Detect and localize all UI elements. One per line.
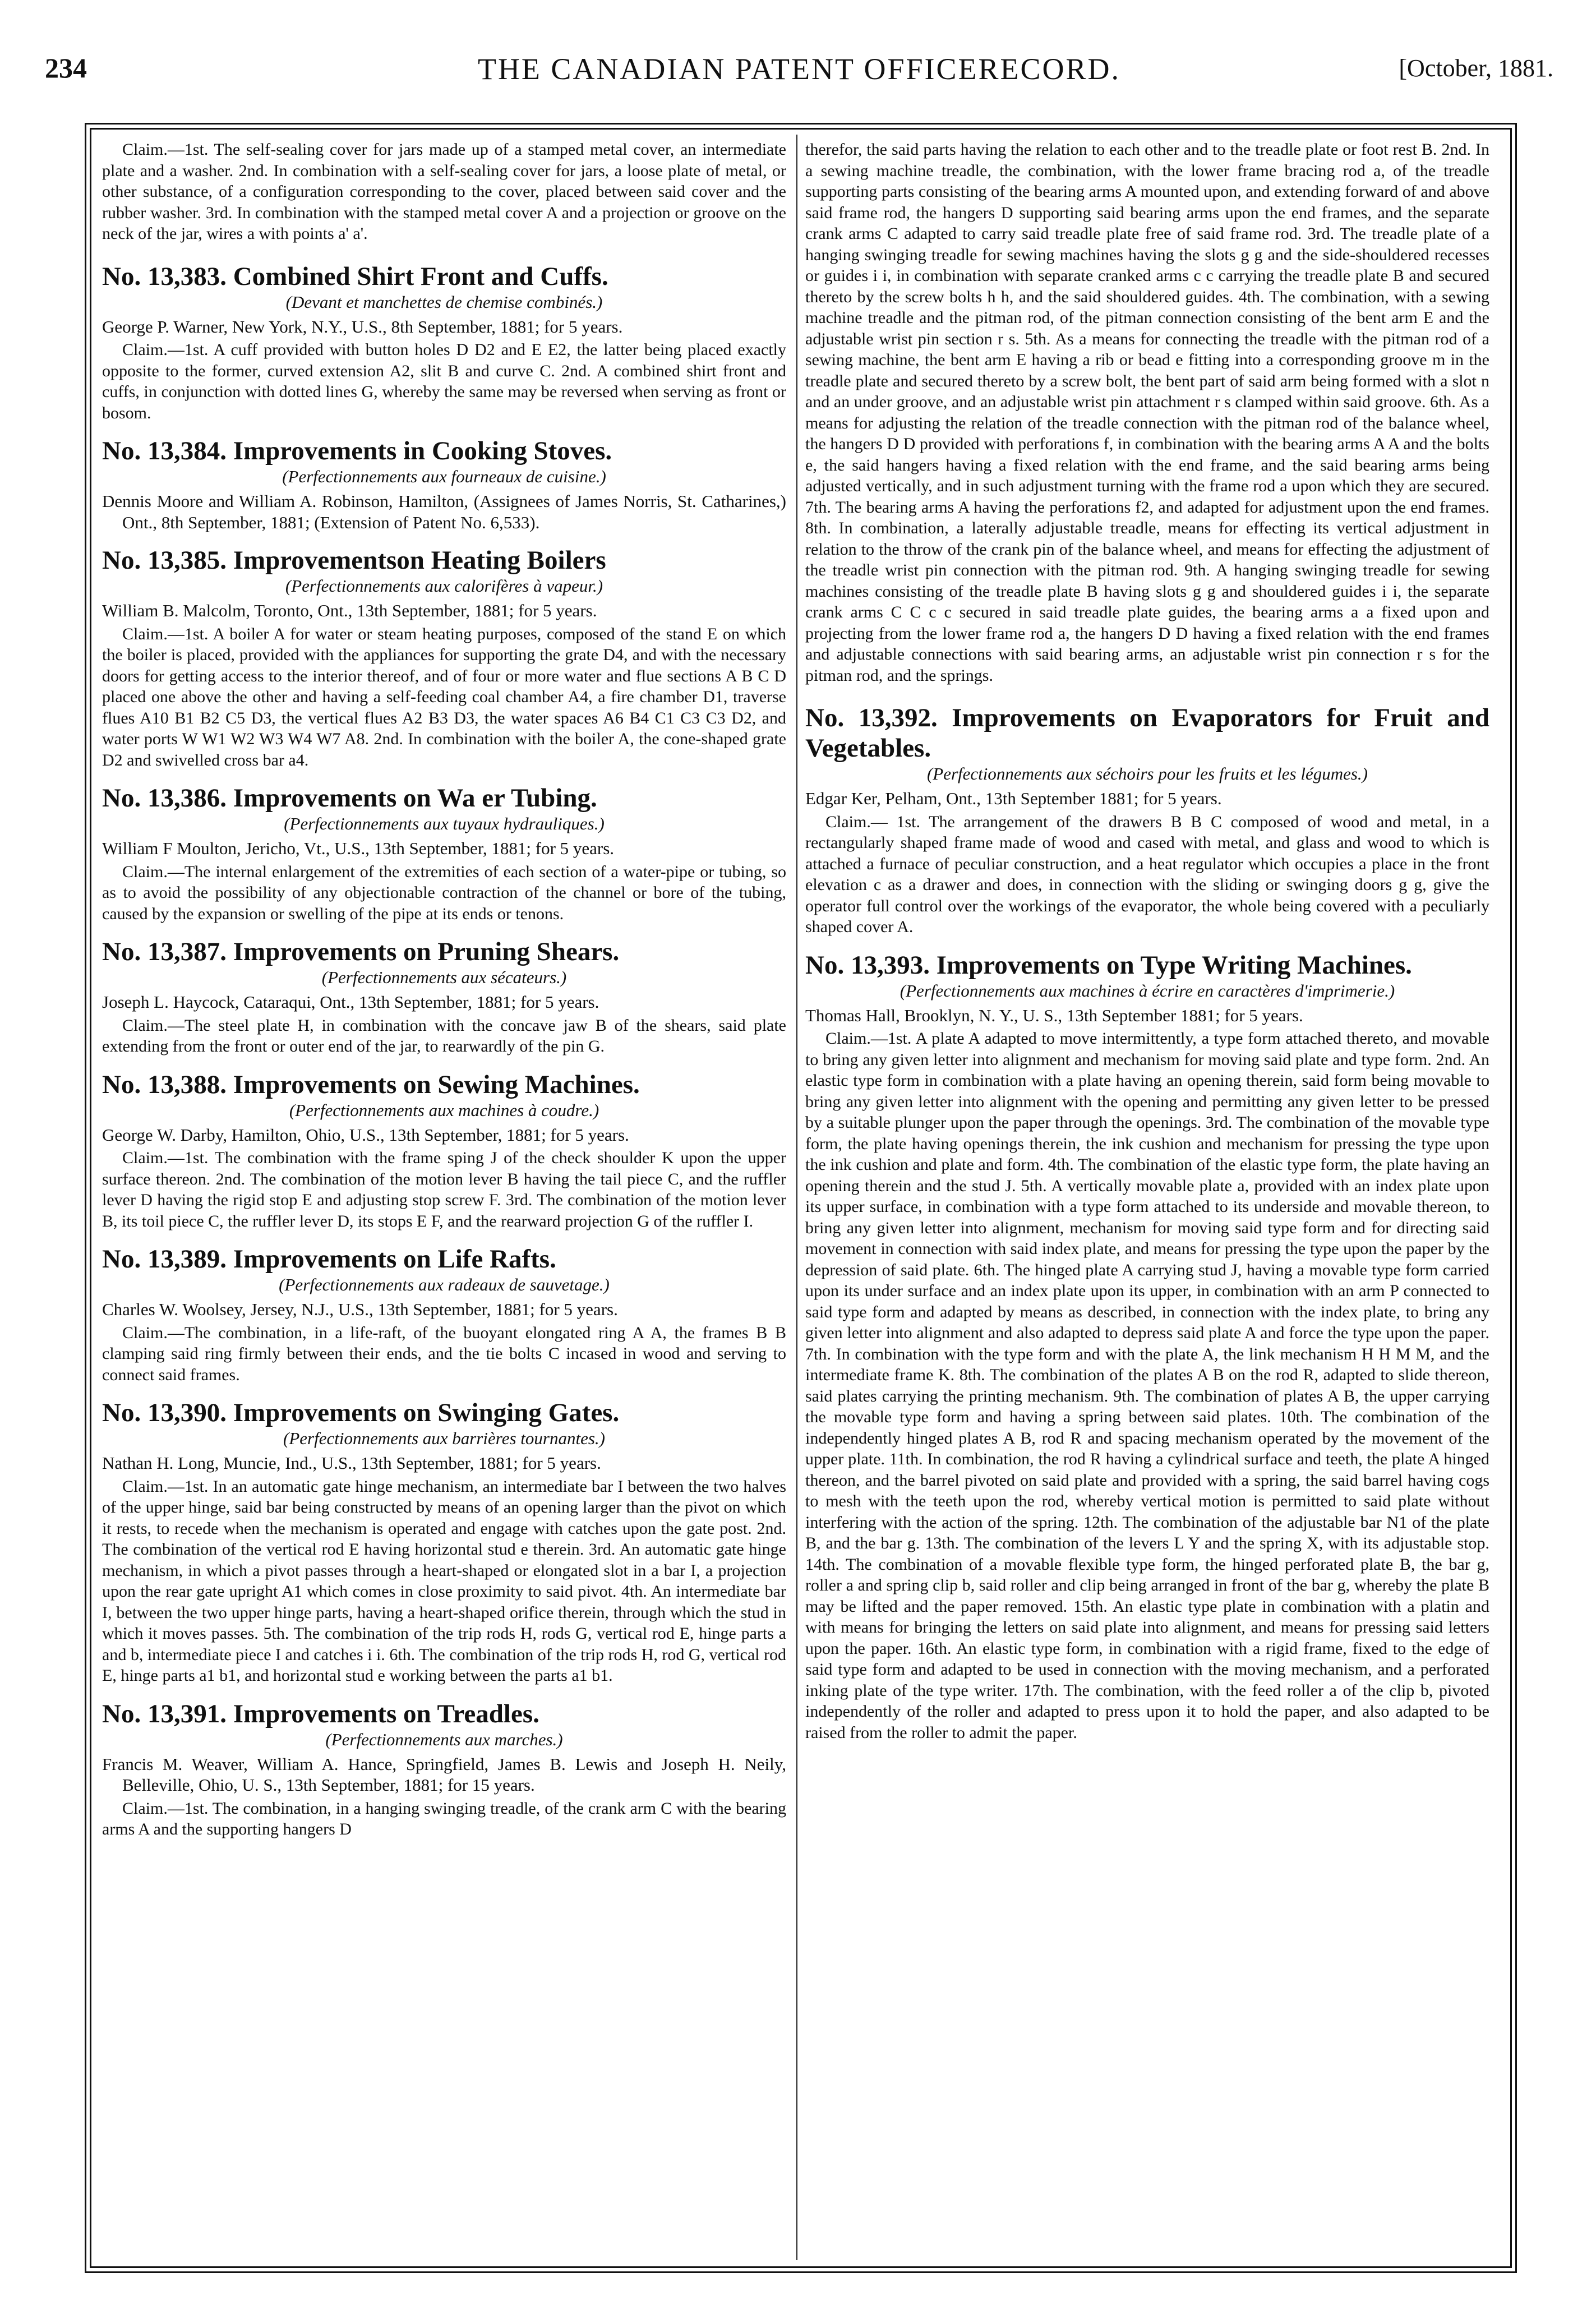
- entry-patentee: William F Moulton, Jericho, Vt., U.S., 13th September, 1881; for 5 years.: [102, 838, 615, 858]
- entry-patentee: William B. Malcolm, Toronto, Ont., 13th September, 1881; for 5 years.: [102, 601, 597, 620]
- entry-claim: Claim.—The internal enlargement of the extremities of each section of a water-pipe or tubing, so as to avoid the possibility of any objectionable contraction of the channel or bore of the tubing, caused by the expansion or swelling of the pipe at its ends or tenons.: [102, 862, 786, 923]
- issue-date: [October, 1881.: [1399, 54, 1553, 82]
- entry-claim: Claim.—1st. The combination with the frame sping J of the check shoulder K upon the upper surface thereon. 2nd. The combination of the motion lever B having the tail piece C, and the ruffler lever D having the rigid stop E and adjusting stop screw F. 3rd. The combination of the motion lever B, its toil piece C, the ruffler lever D, its stops E F, and the rearward projection G of the ruffler I.: [102, 1149, 786, 1230]
- entry-heading: No. 13,393. Improvements on Type Writing Machines.: [805, 950, 1412, 980]
- entry-patentee: Edgar Ker, Pelham, Ont., 13th September 1881; for 5 years.: [805, 789, 1222, 808]
- patent-entry: [805, 703, 1489, 938]
- entry-heading: No. 13,385. Improvementson Heating Boilers: [102, 546, 606, 575]
- page-header: [45, 52, 1553, 91]
- entry-claim: Claim.—The combination, in a life-raft, of the buoyant elongated ring A A, the frames B B clamping said ring firmly between their ends, and the tie bolts C incased in wood and serving to connect said frames.: [102, 1323, 786, 1384]
- patent-entry: [102, 545, 786, 771]
- entry-claim: Claim.—1st. A cuff provided with button holes D D2 and E E2, the latter being placed exactly opposite to the former, curved extension A2, slit B and curve C. 2nd. A combined shirt front and cuffs, in conjunction with dotted lines G, whereby the same may be reversed when serving as front or bosom.: [102, 340, 786, 422]
- entry-claim: Claim.— 1st. The arrangement of the drawers B B C composed of wood and metal, in a rectangularly shaped frame made of wood and cased with metal, and glass and wood to which is attached a furnace of peculiar construction, and a heat regulator which occupies a place in the front elevation c as a drawer and does, in connection with the sliding or swinging doors g g, give the operator full control over the workings of the evaporator, the whole being covered with a peculiarly shaped cover A.: [805, 812, 1489, 936]
- entry-claim: Claim.—1st. The combination, in a hanging swinging treadle, of the crank arm C with the bearing arms A and the supporting hangers D: [102, 1799, 786, 1838]
- entry-patentee: Francis M. Weaver, William A. Hance, Springfield, James B. Lewis and Joseph H. Neily, Belleville, Ohio, U. S., 13th September, 1881; for 15 years.: [102, 1754, 786, 1795]
- entry-patentee: Thomas Hall, Brooklyn, N. Y., U. S., 13th September 1881; for 5 years.: [805, 1005, 1303, 1025]
- entry-heading: No. 13,387. Improvements on Pruning Shears.: [102, 937, 620, 966]
- entry-french-title: (Perfectionnements aux barrières tournantes.): [283, 1428, 605, 1448]
- entry-french-title: (Perfectionnements aux tuyaux hydrauliques.): [284, 814, 605, 833]
- patent-entry: [102, 1699, 786, 1840]
- patent-entry: [102, 436, 786, 533]
- entry-patentee: Joseph L. Haycock, Cataraqui, Ont., 13th September, 1881; for 5 years.: [102, 992, 599, 1012]
- entry-french-title: (Perfectionnements aux machines à coudre.): [289, 1100, 599, 1120]
- entry-french-title: (Perfectionnements aux sécateurs.): [321, 967, 567, 987]
- entry-heading: No. 13,384. Improvements in Cooking Stoves.: [102, 436, 612, 465]
- entry-heading: No. 13,386. Improvements on Wa er Tubing.: [102, 783, 597, 813]
- patent-entry: [102, 1244, 786, 1385]
- patent-entry: [102, 937, 786, 1057]
- entry-heading: No. 13,391. Improvements on Treadles.: [102, 1699, 539, 1728]
- entry-french-title: (Perfectionnements aux calorifères à vapeur.): [285, 576, 603, 596]
- continued-claim: therefor, the said parts having the relation to each other and to the treadle plate or foot rest B. 2nd. In a sewing machine treadle, the combination, with the lower frame bracing rod a, of the treadle supporting parts consisting of the bearing arms A mounted upon, and extending forward of and above said frame rod, the hangers D supporting said bearing arms upon the end frames, and the separate crank arms C adapted to carry said treadle plate free of said frame rod. 3rd. The treadle plate of a hanging swinging treadle for sewing machines having the slots g g and the side-shouldered recesses or guides i i, in combination with separate cranked arms c c carrying the treadle plate B and secured thereto by the screw bolts h h, and the said shouldered guides. 4th. The combination, with a sewing machine treadle and the pitman rod, of the pitman connection consisting of the bent arm E and the adjustable wrist pin section r s. 5th. As a means for connecting the treadle with the pitman rod of a sewing machine, the bent arm E having a rib or bead e fitting into a corresponding groove m in the treadle plate and secured thereto by a screw bolt, the bent part of said arm being formed with a slot n and an under groove, and an adjustable wrist pin attachment r s clamped within said groove. 6th. As a means for adjusting the relation of the treadle connection with the pitman rod of the balance wheel, the hangers D D provided with perforations f, in combination with the bearing arms A A and the bolts e, the said hangers having a fixed relation with the end frame, and the said bearing arms being adjusted vertically, and in such adjustment turning with the frame rod a upon which they are secured. 7th. The bearing arms A having the perforations f2, and adapted for adjustment upon the end frames. 8th. In combination, a laterally adjustable treadle, means for effecting its vertical adjustment in relation to the throw of the crank pin of the balance wheel, and means for effecting the adjustment of the treadle wrist pin connection with the pitman rod. 9th. A hanging swinging treadle for sewing machines consisting of the treadle plate B having slots g g and shouldered guides i i, the separate crank arms C C c c secured in said treadle plate guides, the bearing arms a a fixed upon and projecting from the lower frame rod a, the hangers D D having a fixed relation with the end frames and adjustable connections with said bearing arms, an adjustable wrist pin connection r s for the pitman rod, and the springs.: [805, 140, 1489, 685]
- entry-patentee: George W. Darby, Hamilton, Ohio, U.S., 13th September, 1881; for 5 years.: [102, 1124, 629, 1145]
- entry-heading: No. 13,388. Improvements on Sewing Machines.: [102, 1070, 640, 1099]
- entry-heading: No. 13,383. Combined Shirt Front and Cuffs.: [102, 261, 608, 291]
- entry-heading: No. 13,392. Improvements on Evaporators for Fruit and Vegetables.: [805, 703, 1489, 763]
- entry-heading: No. 13,390. Improvements on Swinging Gates.: [102, 1398, 620, 1427]
- entry-claim: Claim.—1st. A boiler A for water or steam heating purposes, composed of the stand E on which the boiler is placed, provided with the appliances for supporting the grate D4, and with the necessary doors for getting access to the interior thereof, and of four or more water and flue sections A B C D placed one above the other and having a self-feeding coal chamber A4, a fire chamber D1, traverse flues A10 B1 B2 C5 D3, the vertical flues A2 B3 D3, the water spaces A6 B4 C1 C3 C3 D2, and water ports W W1 W2 W3 W4 W7 A8. 2nd. In combination with the boiler A, the cone-shaped grate D2 and swivelled cross bar a4.: [102, 624, 786, 769]
- patent-entry: [805, 950, 1489, 1744]
- patent-entry: [102, 1070, 786, 1232]
- entry-patentee: George P. Warner, New York, N.Y., U.S., 8th September, 1881; for 5 years.: [102, 316, 623, 337]
- entry-patentee: Nathan H. Long, Muncie, Ind., U.S., 13th September, 1881; for 5 years.: [102, 1453, 601, 1473]
- entry-french-title: (Perfectionnements aux marches.): [325, 1729, 563, 1749]
- page-number: 234: [45, 52, 87, 84]
- entry-patentee: Dennis Moore and William A. Robinson, Hamilton, (Assignees of James Norris, St. Catharines,) Ont., 8th September, 1881; (Extension of Patent No. 6,533).: [102, 491, 786, 532]
- journal-title: THE CANADIAN PATENT OFFICERECORD.: [477, 52, 1121, 86]
- entry-claim: Claim.—1st. In an automatic gate hinge mechanism, an intermediate bar I between the two halves of the upper hinge, said bar being constructed by means of an opening larger than the pivot on which it rests, to recede when the mechanism is operated and engage with catches upon the gate post. 2nd. The combination of the vertical rod E having horizontal stud e therein. 3rd. An automatic gate hinge mechanism, in which a pivot passes through a heart-shaped or elongated slot in a bar I, a projection upon the rear gate upright A1 which comes in close proximity to said pivot. 4th. An intermediate bar I, between the two upper hinge parts, having a heart-shaped orifice therein, through which the stud in which it moves passes. 5th. The combination of the trip rods H, rods G, vertical rod E, hinge parts a and b, intermediate piece I and catches i i. 6th. The combination of the trip rods H, rod G, vertical rod E, hinge parts a1 b1, and horizontal stud e working between the parts a1 b1.: [102, 1477, 786, 1685]
- opening-claim: Claim.—1st. The self-sealing cover for jars made up of a stamped metal cover, an intermediate plate and a washer. 2nd. In combination with a self-sealing cover for jars, a loose plate of metal, or other substance, of a configuration corresponding to the cover, placed between said cover and the rubber washer. 3rd. In combination with the stamped metal cover A and a projection or groove on the neck of the jar, wires a with points a' a'.: [102, 140, 786, 243]
- column-divider: [796, 135, 797, 2260]
- patent-entry: [102, 261, 786, 424]
- patent-entry: [102, 783, 786, 924]
- entry-french-title: (Perfectionnements aux machines à écrire en caractères d'imprimerie.): [900, 980, 1395, 1001]
- entry-french-title: (Perfectionnements aux fourneaux de cuisine.): [282, 467, 606, 486]
- entry-claim: Claim.—1st. A plate A adapted to move intermittently, a type form attached thereto, and movable to bring any given letter into alignment and mechanism for moving said plate and type form. 2nd. An elastic type form in combination with a plate having an opening therein, said form being movable to bring any given letter into alignment with the opening and permitting any given letter to be pressed by a suitable plunger upon the paper through the openings. 3rd. The combination of the movable type form, the plate having openings therein, the ink cushion and mechanism for pressing the type upon the ink cushion and plate and form. 4th. The combination of the elastic type form, the plate having an opening therein and the stud J. 5th. A vertically movable plate a, provided with an index plate upon its upper surface, in combination with a type form attached to its underside and movable thereon, to bring any given letter into alignment, mechanism for moving said type form and for directing said movement in connection with said index plate, and means for pressing the type upon the paper by the depression of said plate. 6th. The hinged plate A carrying stud J, having a movable type form carried upon its under surface and an index plate upon its upper, in combination with an arm P connected to said type form and adapted by means as described, in connection with the index plate, to bring any given letter into alignment and also adapted to depress said plate A and force the type upon the paper. 7th. In combination with the type form and with the plate A, the link mechanism H H M M, and the intermediate frame K. 8th. The combination of the plates A B on the rod R, adapted to slide thereon, said plates carrying the printing mechanism. 9th. The combination of plates A B, the upper carrying the movable type form and having a spring between said plates. 10th. The combination of the independently hinged plates A B, rod R and spacing mechanism operated by the movement of the upper plate. 11th. In combination, the rod R having a cylindrical surface and teeth, the plate A hinged thereon, and the barrel pivoted on said plate and provided with a spring, the said barrel having cogs to mesh with the teeth upon the rod, whereby vertical motion is permitted to said plate without interfering with the action of the spring. 12th. The combination of the adjustable bar N1 of the plate B, and the bar g. 13th. The combination of the levers L Y and the spring X, with its adjustable stop. 14th. The combination of a movable flexible type form, the hinged perforated plate B, the bar g, roller a and spring clip b, said roller and clip being arranged in front of the bar g, whereby the plate B may be lifted and the paper removed. 15th. An elastic type plate in combination with a platin and with means for bringing the letters on said plate into alignment, and means for pressing said letters upon the paper. 16th. An elastic type form, in combination with a rigid frame, fixed to the edge of said type form and adapted to be used in connection with the moving mechanism, and a perforated inking plate of the type writer. 17th. The combination, with the feed roller a of the clip b, pivoted independently of the roller and adapted to press upon it to hold the paper, and also adapted to be raised from the roller to admit the paper.: [805, 1029, 1489, 1742]
- entry-heading: No. 13,389. Improvements on Life Rafts.: [102, 1244, 556, 1274]
- entry-french-title: (Perfectionnements aux radeaux de sauvetage.): [279, 1275, 610, 1294]
- entry-patentee: Charles W. Woolsey, Jersey, N.J., U.S., 13th September, 1881; for 5 years.: [102, 1299, 618, 1319]
- entry-claim: Claim.—The steel plate H, in combination with the concave jaw B of the shears, said plate extending from the front or outer end of the jar, to rearwardly of the pin G.: [102, 1016, 786, 1055]
- entry-french-title: (Perfectionnements aux séchoirs pour les fruits et les légumes.): [926, 764, 1368, 783]
- left-column: [102, 139, 786, 2259]
- entry-french-title: (Devant et manchettes de chemise combinés.): [285, 292, 603, 312]
- patent-entry: [102, 1398, 786, 1686]
- right-column: [805, 139, 1489, 2259]
